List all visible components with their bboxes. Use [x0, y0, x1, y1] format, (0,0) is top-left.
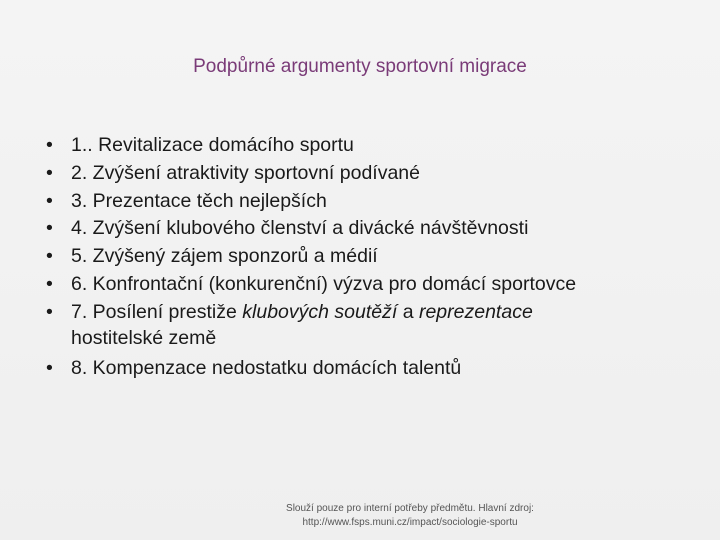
- bullet-icon: •: [46, 245, 53, 268]
- list-item: [46, 355, 696, 382]
- footer-line: Slouží pouze pro interní potřeby předmětu. Hlavní zdroj:: [286, 503, 534, 514]
- list-item-text: 5. Zvýšený zájem sponzorů a médií: [71, 245, 378, 268]
- footer-source-url: http://www.fsps.muni.cz/impact/sociologie-sportu: [302, 517, 518, 528]
- list-item-italic-text: klubových soutěží: [242, 300, 398, 323]
- list-item: [46, 215, 696, 242]
- list-item: [46, 271, 696, 298]
- list-item-text: 4. Zvýšení klubového členství a divácké návštěvnosti: [71, 217, 529, 240]
- bullet-icon: •: [46, 161, 53, 184]
- bullet-icon: •: [46, 134, 53, 156]
- bullet-list: [46, 132, 696, 383]
- list-item: [46, 243, 696, 270]
- list-item-continuation: hostitelské země: [71, 327, 217, 350]
- list-item: [46, 188, 696, 215]
- bullet-icon: •: [46, 272, 53, 295]
- list-item-text: 6. Konfrontační (konkurenční) výzva pro domácí sportovce: [71, 272, 577, 295]
- bullet-icon: •: [46, 300, 53, 323]
- list-item-text: 3. Prezentace těch nejlepších: [71, 189, 327, 212]
- bullet-icon: •: [46, 217, 53, 240]
- list-item-text: 1.. Revitalizace domácího sportu: [71, 134, 354, 156]
- list-item: [46, 132, 696, 159]
- bullet-icon: •: [46, 189, 53, 212]
- list-item: [46, 160, 696, 187]
- slide-title: Podpůrné argumenty sportovní migrace: [193, 56, 527, 77]
- list-item-text-part: a: [397, 300, 419, 323]
- list-item-italic-text: reprezentace: [418, 300, 533, 323]
- bullet-icon: •: [46, 356, 53, 379]
- list-item-text: [71, 301, 533, 323]
- list-item: [46, 299, 696, 352]
- footer-note: [250, 502, 570, 530]
- list-item-text: 2. Zvýšení atraktivity sportovní podívané: [71, 161, 421, 184]
- list-item-text: 8. Kompenzace nedostatku domácích talentů: [71, 356, 462, 379]
- list-item-text-part: 7. Posílení prestiže: [71, 300, 243, 323]
